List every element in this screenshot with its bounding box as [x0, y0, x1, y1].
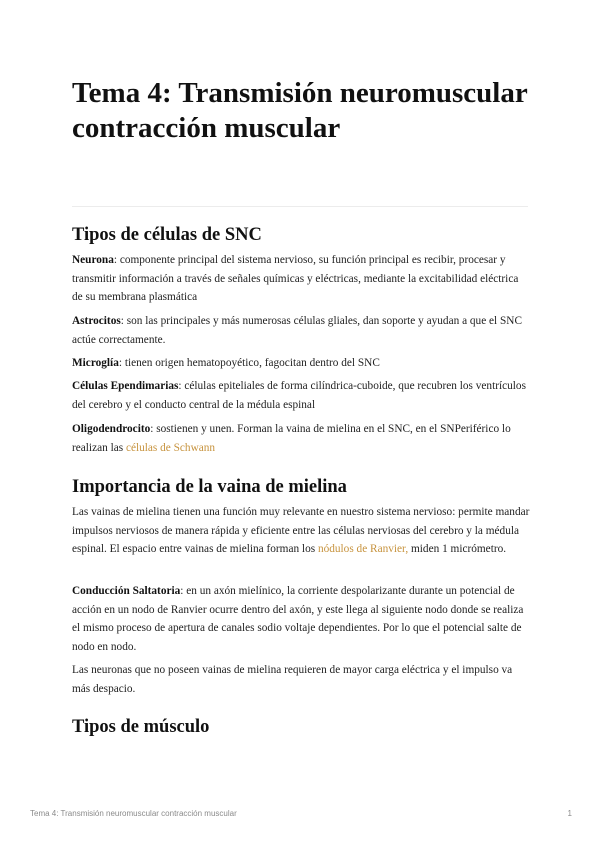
text-microglia: : tienen origen hematopoyético, fagocitan dentro del SNC — [118, 357, 380, 369]
term-astrocitos: Astrocitos — [72, 315, 121, 327]
link-nodulos-ranvier[interactable]: nódulos de Ranvier, — [317, 543, 409, 555]
text-oligodendrocito: : sostienen y unen. Forman la vaina de mielina en el SNC, en el SNPeriférico lo realizan las — [72, 423, 511, 454]
footer-page-number: 1 — [567, 809, 572, 818]
title-divider — [72, 206, 528, 207]
page-title: Tema 4: Transmisión neuromuscular contracción muscular — [72, 77, 528, 144]
paragraph-neurona — [72, 251, 530, 307]
text-ependimarias: : células epiteliales de forma cilíndrica-cuboide, que recubren los ventrículos del cerebro y el conducto central de la médula espinal — [72, 380, 526, 411]
text-vainas-mielina: Las vainas de mielina tienen una función muy relevante en nuestro sistema nervioso: permite mandar impulsos nerviosos de manera rápida y eficiente entre las células nerviosas del cerebro y la médula espinal. El espacio entre vainas de mielina forman los — [72, 506, 530, 555]
paragraph-vainas-mielina — [72, 503, 530, 559]
term-oligodendrocito: Oligodendrocito — [72, 423, 151, 435]
footer-document-title: Tema 4: Transmisión neuromuscular contracción muscular — [30, 809, 237, 818]
paragraph-ependimarias — [72, 377, 530, 414]
section-heading-snc: Tipos de células de SNC — [72, 225, 262, 245]
section-heading-musculo: Tipos de músculo — [72, 717, 210, 737]
text-conduccion-saltatoria: : en un axón mielínico, la corriente despolarizante durante un potencial de acción en un nodo de Ranvier ocurre dentro del axón, y este llega al siguiente nodo donde se realiza el mismo proceso de apertura de canales sodio voltaje dependientes. Por lo que el potencial salte de nodo en nodo. — [72, 585, 524, 653]
term-microglia: Microglía — [72, 357, 119, 369]
text-neurona: : componente principal del sistema nervioso, su función principal es recibir, procesar y transmitir información a través de señales químicas y eléctricas, mediante la excitabilidad eléctrica de su membrana plasmática — [72, 254, 519, 303]
section-heading-mielina: Importancia de la vaina de mielina — [72, 477, 347, 497]
link-celulas-schwann[interactable]: células de Schwann — [125, 441, 216, 454]
term-ependimarias: Células Ependimarias — [72, 380, 179, 392]
paragraph-astrocitos — [72, 312, 530, 349]
paragraph-conduccion-saltatoria — [72, 582, 530, 656]
text-vainas-mielina-end: miden 1 micrómetro. — [408, 543, 507, 555]
term-conduccion-saltatoria: Conducción Saltatoria — [72, 585, 181, 597]
text-astrocitos: : son las principales y más numerosas células gliales, dan soporte y ayudan a que el SNC actúe correctamente. — [72, 315, 522, 346]
term-neurona: Neurona — [72, 254, 114, 266]
paragraph-oligodendrocito — [72, 420, 530, 457]
paragraph-microglia — [72, 354, 530, 373]
paragraph-neuronas-sin-mielina: Las neuronas que no poseen vainas de mielina requieren de mayor carga eléctrica y el impulso va más despacio. — [72, 664, 513, 695]
